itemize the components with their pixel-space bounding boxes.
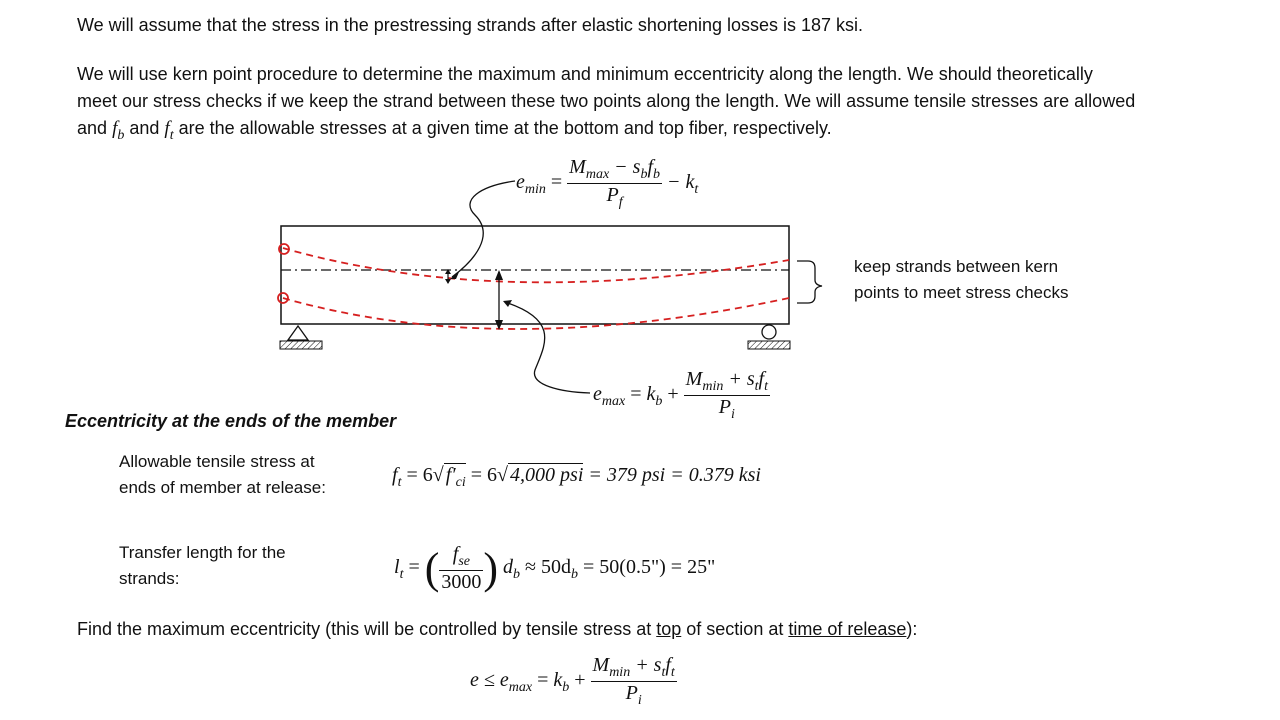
emax-leader bbox=[505, 302, 590, 393]
kern-bracket bbox=[797, 261, 822, 303]
final-emax-equation: $e \le e_{max} = k_b$ + $\frac{M_{min} + s_tf_t}{P_i}$ bbox=[470, 654, 675, 708]
allowable-label: Allowable tensile stress at ends of member at release: bbox=[119, 452, 326, 497]
emax-formula: $e_{max} = k_b$ + $\frac{M_{min} + s_tf_t}{P_i}$ bbox=[593, 368, 768, 422]
section-heading: Eccentricity at the ends of the member bbox=[65, 411, 397, 431]
final-fraction: $\frac{M_{min} + s_tf_t}{P_i}$ bbox=[592, 654, 675, 708]
allowable-equation: $f_t = 6√$ $f'_{ci} = 6√$ 4,000 psi = 379 psi = 0.379 ksi bbox=[392, 464, 761, 490]
emin-formula: $e_{min}$ = $\frac{M_{max} - s_bf_b}{P_f}$ − $k_t$ bbox=[516, 156, 699, 210]
emax-fraction: $\frac{M_{min} + s_tf_t}{P_i}$ bbox=[685, 368, 768, 422]
find-statement: Find the maximum eccentricity (this will be controlled by tensile stress at top of section at time of release): bbox=[77, 619, 918, 639]
upper-kern-curve bbox=[283, 248, 789, 282]
emin-fraction: $\frac{M_{max} - s_bf_b}{P_f}$ bbox=[569, 156, 661, 210]
kern-paragraph-line3: and $f_b$ and $f_t$ are the allowable stresses at a given time at the bottom and top fiber, respectively. bbox=[77, 118, 832, 143]
transfer-label: Transfer length for the strands: bbox=[119, 543, 286, 588]
kern-bracket-label: keep strands between kern points to meet stress checks bbox=[854, 257, 1069, 302]
pin-support-icon bbox=[280, 326, 322, 349]
emin-leader bbox=[452, 181, 515, 277]
beam-outline bbox=[281, 226, 789, 324]
kern-paragraph-line2: meet our stress checks if we keep the strand between these two points along the length. We will assume tensile stresses are allowed bbox=[77, 91, 1136, 111]
fb-symbol: $f_b$ bbox=[112, 118, 125, 143]
transfer-equation: $l_t$ = ( $\frac{f_{se}}{3000}$ ) $d_b \approx 50d_b$ = 50(0.5") = 25" bbox=[394, 543, 716, 593]
ft-symbol: $f_t$ bbox=[164, 118, 174, 143]
transfer-fraction: $\frac{f_{se}}{3000}$ bbox=[441, 543, 482, 593]
intro-paragraph: We will assume that the stress in the prestressing strands after elastic shortening losses is 187 ksi. bbox=[77, 15, 864, 35]
kern-paragraph-line1: We will use kern point procedure to determine the maximum and minimum eccentricity along the length. We should theoretically bbox=[77, 64, 1093, 84]
roller-support-icon bbox=[748, 325, 790, 349]
